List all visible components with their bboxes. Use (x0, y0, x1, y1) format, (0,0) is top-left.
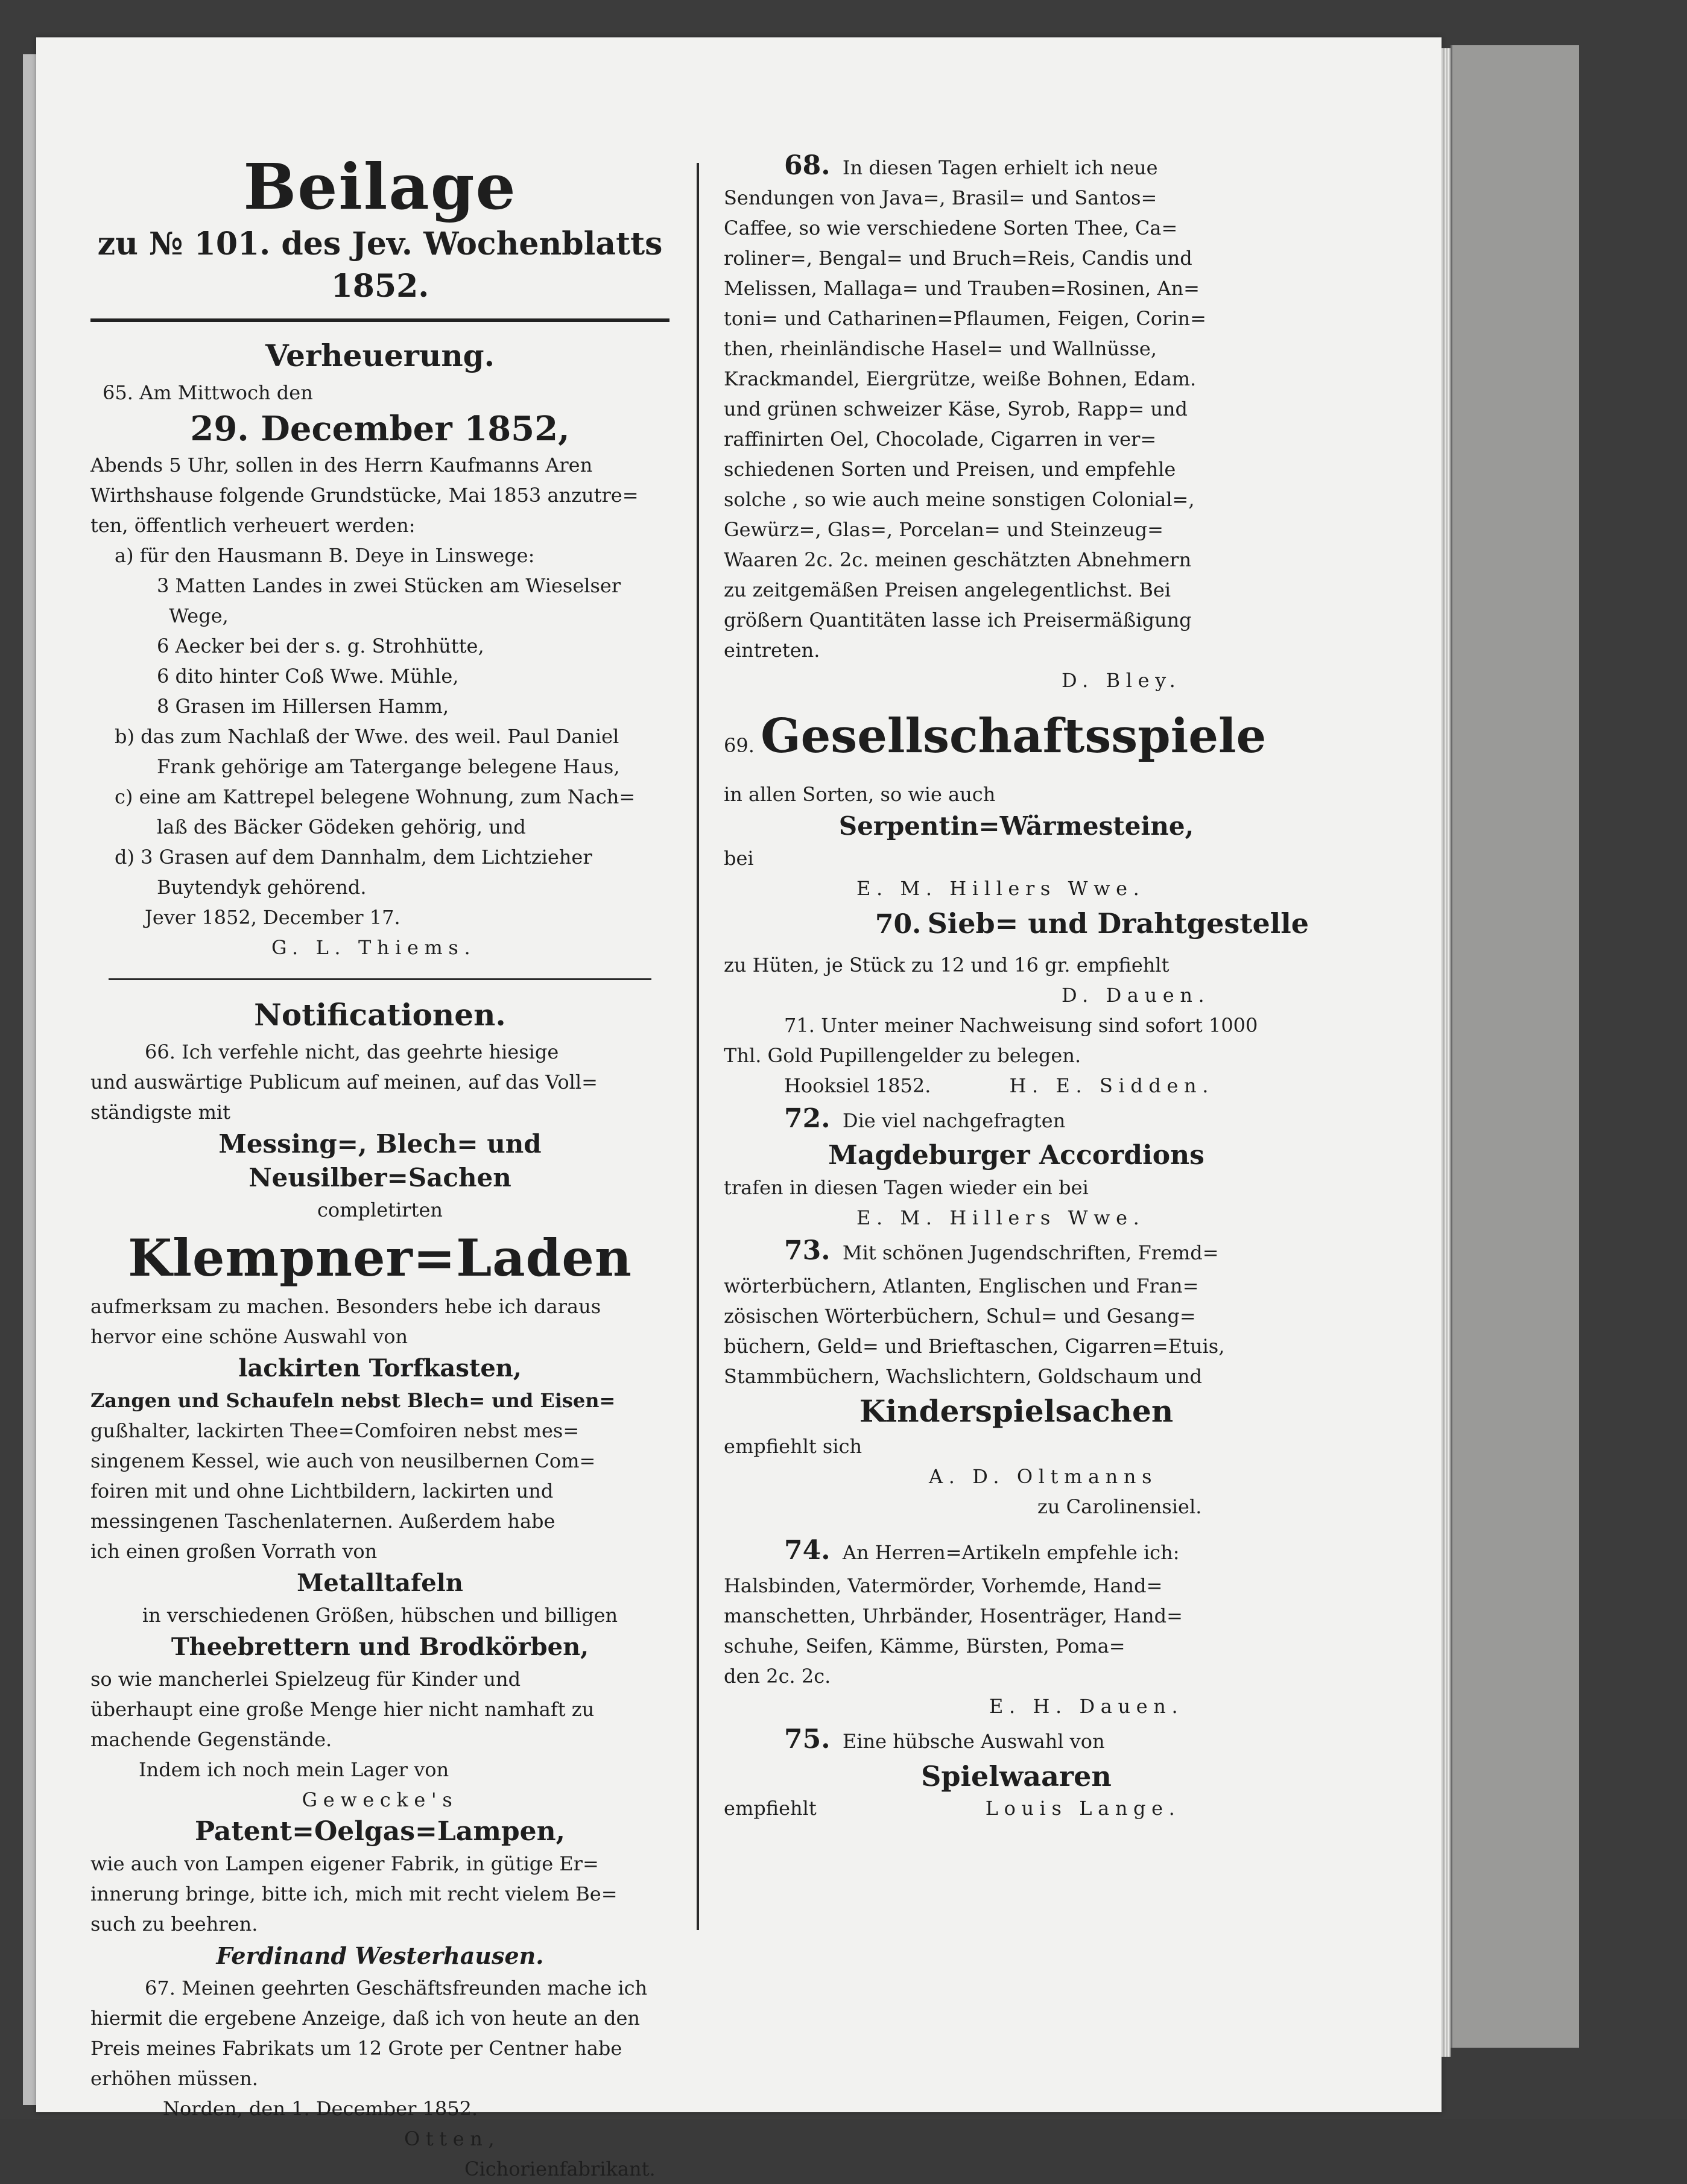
left-column (90, 151, 669, 2184)
notice-65-item-c: laß des Bäcker Gödeken gehörig, und (157, 815, 526, 838)
notice-66-body: Zangen und Schaufeln nebst Blech= und Eisen= (90, 1389, 616, 1412)
section-rule (109, 978, 651, 980)
notice-66-body: messingenen Taschenlaternen. Außerdem habe (90, 1510, 555, 1533)
column-divider (697, 163, 699, 1930)
notice-75-empfiehlt: empfiehlt (724, 1797, 817, 1820)
notice-70-signature: D. Dauen. (1062, 984, 1211, 1007)
book-cover-edge (1451, 45, 1579, 2048)
notice-66-closing: such zu beehren. (90, 1913, 258, 1936)
notice-69-number: 69. (724, 734, 755, 757)
notice-69 (724, 706, 1309, 904)
notice-68-line: Krackmandel, Eiergrütze, weiße Bohnen, Edam. (724, 367, 1197, 390)
notice-68 (724, 151, 1309, 695)
notice-66-spielzeug: so wie mancherlei Spielzeug für Kinder und (90, 1668, 521, 1691)
notice-68-number: 68. (784, 150, 831, 181)
notice-66-line: hervor eine schöne Auswahl von (90, 1325, 408, 1348)
notice-70-line: zu Hüten, je Stück zu 12 und 16 gr. empfiehlt (724, 954, 1170, 976)
notice-66-torfkasten: lackirten Torfkasten, (238, 1354, 522, 1382)
notice-73-first: Mit schönen Jugendschriften, Fremd= (842, 1241, 1219, 1264)
notice-66-firm: Ferdinand Westerhausen. (216, 1942, 544, 1969)
notice-74-line: schuhe, Seifen, Kämme, Bürsten, Poma= (724, 1635, 1125, 1657)
notificationen-section (90, 993, 669, 2184)
notice-65-item-a-sub: Wege, (169, 604, 229, 627)
page-subtitle: zu № 101. des Jev. Wochenblatts 1852. (97, 226, 663, 305)
notice-66-metalltafeln: Metalltafeln (297, 1569, 463, 1597)
notice-73-bold: Kinderspielsachen (859, 1393, 1174, 1429)
notice-66-line: aufmerksam zu machen. Besonders hebe ich daraus (90, 1295, 601, 1318)
notice-66-theebrettern: Theebrettern und Brodkörben, (171, 1633, 589, 1661)
notice-68-line: schiedenen Sorten und Preisen, und empfehle (724, 458, 1176, 481)
notice-68-line: raffinirten Oel, Chocolade, Cigarren in ver= (724, 428, 1157, 451)
notice-69-big: Gesellschaftsspiele (761, 709, 1267, 764)
notice-65-item-d: d) 3 Grasen auf dem Dannhalm, dem Lichtzieher (115, 846, 592, 869)
notice-65-signature: G. L. Thiems. (271, 936, 476, 959)
notice-73-line: Stammbüchern, Wachslichtern, Goldschaum und (724, 1365, 1202, 1388)
notice-68-line: und grünen schweizer Käse, Syrob, Rapp= und (724, 397, 1188, 420)
notice-65-date: 29. December 1852, (190, 409, 570, 449)
notice-68-line: Caffee, so wie verschiedene Sorten Thee, Ca= (724, 217, 1178, 239)
notice-73-empfiehlt: empfiehlt sich (724, 1435, 862, 1458)
notificationen-heading: Notificationen. (254, 997, 506, 1033)
notice-67-title: Cichorienfabrikant. (464, 2157, 656, 2180)
notice-68-line: Waaren 2c. 2c. meinen geschätzten Abnehmern (724, 548, 1192, 571)
notice-75-first: Eine hübsche Auswahl von (842, 1730, 1105, 1753)
notice-65-line: ten, öffentlich verheuert werden: (90, 514, 416, 537)
notice-67-line: erhöhen müssen. (90, 2067, 258, 2090)
notice-75-number: 75. (784, 1724, 831, 1755)
notice-66-gewecke: Gewecke's (302, 1788, 458, 1811)
notice-73 (724, 1233, 1309, 1522)
notice-71 (724, 1010, 1309, 1101)
notice-75-bold: Spielwaaren (921, 1760, 1112, 1793)
notice-68-line: größern Quantitäten lasse ich Preisermäßigung (724, 609, 1192, 631)
notice-68-line: toni= und Catharinen=Pflaumen, Feigen, Corin= (724, 307, 1206, 330)
notice-66-body: singenem Kessel, wie auch von neusilbernen Com= (90, 1449, 596, 1472)
notice-71-line: 71. Unter meiner Nachweisung sind sofort 1000 (784, 1014, 1258, 1037)
notice-65-item-b: Frank gehörige am Tatergange belegene Haus, (157, 755, 620, 778)
notice-65-item-a-sub: 6 dito hinter Coß Wwe. Mühle, (157, 665, 459, 688)
notice-66-spielzeug: machende Gegenstände. (90, 1728, 332, 1751)
notice-71-signature: H. E. Sidden. (1009, 1074, 1215, 1097)
notice-66-line: 66. Ich verfehle nicht, das geehrte hiesige (145, 1040, 559, 1063)
notice-65-item-a-sub: 8 Grasen im Hillersen Hamm, (157, 695, 449, 718)
notice-72-line: trafen in diesen Tagen wieder ein bei (724, 1176, 1089, 1199)
verheuerung-section (90, 334, 669, 963)
page-title: Beilage (243, 150, 517, 224)
notice-74-number: 74. (784, 1535, 831, 1566)
notice-65-item-d: Buytendyk gehörend. (157, 876, 367, 899)
notice-65-item-b: b) das zum Nachlaß der Wwe. des weil. Paul Daniel (115, 725, 619, 748)
notice-72-first: Die viel nachgefragten (842, 1109, 1066, 1132)
notice-74-first: An Herren=Artikeln empfehle ich: (842, 1541, 1180, 1564)
notice-65-intro: 65. Am Mittwoch den (103, 381, 313, 404)
notice-66-completirten: completirten (317, 1198, 443, 1221)
notice-66-line: und auswärtige Publicum auf meinen, auf das Voll= (90, 1071, 598, 1094)
notice-72-signature: E. M. Hillers Wwe. (856, 1206, 1145, 1229)
notice-73-line: zösischen Wörterbüchern, Schul= und Gesang= (724, 1305, 1196, 1328)
notice-66-body: gußhalter, lackirten Thee=Comfoiren nebst mes= (90, 1419, 580, 1442)
notice-74-line: Halsbinden, Vatermörder, Vorhemde, Hand= (724, 1574, 1163, 1597)
header-rule (90, 318, 669, 322)
notice-74-line: manschetten, Uhrbänder, Hosenträger, Hand= (724, 1604, 1183, 1627)
notice-66-lampen: Patent=Oelgas=Lampen, (195, 1816, 565, 1847)
notice-70-number: 70. (875, 909, 922, 940)
notice-70 (724, 904, 1309, 1010)
notice-68-line: roliner=, Bengal= und Bruch=Reis, Candis und (724, 247, 1192, 270)
notice-68-line: then, rheinländische Hasel= und Wallnüsse, (724, 337, 1157, 360)
notice-68-line: Gewürz=, Glas=, Porcelan= und Steinzeug= (724, 518, 1163, 541)
notice-66-body: ich einen großen Vorrath von (90, 1540, 378, 1563)
notice-69-bei: bei (724, 847, 754, 870)
notice-68-line: solche , so wie auch meine sonstigen Colonial=, (724, 488, 1195, 511)
notice-67-line: hiermit die ergebene Anzeige, daß ich von heute an den (90, 2007, 641, 2030)
notice-66-closing: wie auch von Lampen eigener Fabrik, in gütige Er= (90, 1852, 599, 1875)
notice-74-line: den 2c. 2c. (724, 1665, 831, 1688)
notice-72-bold: Magdeburger Accordions (828, 1140, 1204, 1171)
notice-71-line: Thl. Gold Pupillengelder zu belegen. (724, 1044, 1081, 1067)
notice-68-line: eintreten. (724, 639, 820, 662)
notice-67-place-date: Norden, den 1. December 1852. (163, 2097, 478, 2120)
notice-73-line: büchern, Geld= und Brieftaschen, Cigarren=Etuis, (724, 1335, 1225, 1358)
notice-74-signature: E. H. Dauen. (989, 1695, 1184, 1718)
notice-66-spielzeug: überhaupt eine große Menge hier nicht namhaft zu (90, 1698, 595, 1721)
right-column (724, 151, 1309, 1823)
notice-68-signature: D. Bley. (1062, 669, 1182, 692)
notice-66-groessen: in verschiedenen Größen, hübschen und billigen (142, 1604, 618, 1627)
notice-68-line: Sendungen von Java=, Brasil= und Santos= (724, 186, 1157, 209)
notice-75-signature: Louis Lange. (985, 1797, 1181, 1820)
notice-73-signature: A. D. Oltmanns (929, 1465, 1158, 1488)
notice-72 (724, 1101, 1309, 1233)
notice-67-line: Preis meines Fabrikats um 12 Grote per Centner habe (90, 2037, 622, 2060)
notice-65-line: Wirthshause folgende Grundstücke, Mai 1853 anzutre= (90, 484, 639, 507)
notice-73-number: 73. (784, 1235, 831, 1266)
notice-67-line: 67. Meinen geehrten Geschäftsfreunden mache ich (145, 1977, 648, 1999)
notice-74 (724, 1533, 1309, 1721)
notice-72-number: 72. (784, 1103, 831, 1134)
notice-69-line: in allen Sorten, so wie auch (724, 783, 996, 806)
notice-66-line: ständigste mit (90, 1101, 230, 1124)
notice-73-line: wörterbüchern, Atlanten, Englischen und Fran= (724, 1274, 1199, 1297)
notice-66-messing: Messing=, Blech= und Neusilber=Sachen (218, 1129, 542, 1192)
notice-69-signature: E. M. Hillers Wwe. (856, 877, 1145, 900)
notice-65-item-a-sub: 6 Aecker bei der s. g. Strohhütte, (157, 635, 484, 657)
notice-65-item-a: a) für den Hausmann B. Deye in Linswege: (115, 544, 535, 567)
notice-66-body: foiren mit und ohne Lichtbildern, lackirten und (90, 1480, 554, 1502)
notice-70-bold: Sieb= und Drahtgestelle (927, 907, 1309, 940)
notice-65-item-a-sub: 3 Matten Landes in zwei Stücken am Wieselser (157, 574, 621, 597)
notice-73-place: zu Carolinensiel. (1037, 1495, 1202, 1518)
notice-68-line: zu zeitgemäßen Preisen angelegentlichst. Bei (724, 578, 1171, 601)
notice-66-closing: innerung bringe, bitte ich, mich mit recht vielem Be= (90, 1882, 618, 1905)
notice-66-shop-name: Klempner=Laden (128, 1228, 632, 1288)
notice-66-lager: Indem ich noch mein Lager von (139, 1758, 449, 1781)
notice-67-signature: Otten, (404, 2127, 501, 2150)
notice-69-bold: Serpentin=Wärmesteine, (838, 811, 1194, 841)
notice-65-place-date: Jever 1852, December 17. (145, 906, 400, 929)
notice-71-place-date: Hooksiel 1852. (784, 1074, 931, 1097)
notice-65-line: Abends 5 Uhr, sollen in des Herrn Kaufmanns Aren (90, 454, 593, 476)
notice-75 (724, 1721, 1309, 1823)
notice-68-first: In diesen Tagen erhielt ich neue (842, 156, 1158, 179)
notice-65-item-c: c) eine am Kattrepel belegene Wohnung, zum Nach= (115, 785, 636, 808)
notice-68-line: Melissen, Mallaga= und Trauben=Rosinen, An= (724, 277, 1200, 300)
verheuerung-heading: Verheuerung. (265, 338, 495, 373)
